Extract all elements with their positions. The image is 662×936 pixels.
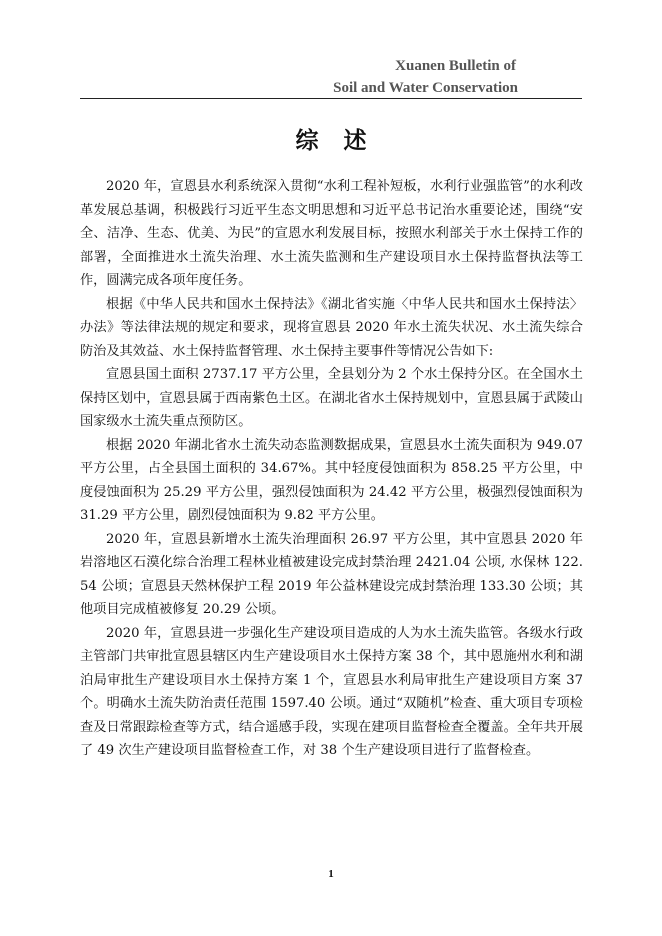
body-text bbox=[80, 175, 583, 763]
header-title-line1: Xuanen Bulletin of bbox=[395, 58, 516, 74]
header-divider bbox=[80, 98, 582, 99]
paragraph-intro: 2020 年，宣恩县水利系统深入贯彻“水利工程补短板，水利行业强监管”的水利改革发展总基调，积极践行习近平生态文明思想和习近平总书记治水重要论述，围绕“安全、洁净、生态、优美、为民”的宣恩水利发展目标，按照水利部关于水土保持工作的部署，全面推进水土流失治理、水土流失监测和生产建设项目水土保持监督执法等工作，圆满完成各项年度任务。 bbox=[80, 179, 583, 288]
paragraph-erosion-control: 2020 年，宣恩县新增水土流失治理面积 26.97 平方公里，其中宣恩县 2020 年岩溶地区石漠化综合治理工程林业植被建设完成封禁治理 2421.04 公顷, 水保林 122.54 公顷；宣恩县天然林保护工程 2019 年公益林建设完成封禁治理 133.30 公顷；其他项目完成植被修复 20.29 公顷。 bbox=[80, 531, 583, 617]
paragraph-supervision: 2020 年，宣恩县进一步强化生产建设项目造成的人为水土流失监管。各级水行政主管部门共审批宣恩县辖区内生产建设项目水土保持方案 38 个，其中恩施州水利和湖泊局审批生产建设项目水土保持方案 1 个，宣恩县水利局审批生产建设项目方案 37 个。明确水土流失防治责任范围 1597.40 公顷。通过“双随机”检查、重大项目专项检查及日常跟踪检查等方式，结合遥感手段，实现在建项目监督检查全覆盖。全年共开展了 49 次生产建设项目监督检查工作，对 38 个生产建设项目进行了监督检查。 bbox=[80, 625, 583, 758]
paragraph-erosion-status: 根据 2020 年湖北省水土流失动态监测数据成果，宣恩县水土流失面积为 949.07 平方公里，占全县国土面积的 34.67%。其中轻度侵蚀面积为 858.25 平方公里，中度侵蚀面积为 25.29 平方公里，强烈侵蚀面积为 24.42 平方公里，极强烈侵蚀面积为 31.29 平方公里，剧烈侵蚀面积为 9.82 平方公里。 bbox=[80, 437, 583, 523]
paragraph-county-area: 宣恩县国土面积 2737.17 平方公里，全县划分为 2 个水土保持分区。在全国水土保持区划中，宣恩县属于西南紫色土区。在湖北省水土保持规划中，宣恩县属于武陵山国家级水土流失重点预防区。 bbox=[80, 367, 583, 429]
header-title-line2: Soil and Water Conservation bbox=[333, 80, 518, 96]
page-number: 1 bbox=[328, 868, 334, 880]
paragraph-legal-basis: 根据《中华人民共和国水土保持法》《湖北省实施〈中华人民共和国水土保持法〉办法》等法律法规的规定和要求，现将宣恩县 2020 年水土流失状况、水土流失综合防治及其效益、水土保持监督管理、水土保持主要事件等情况公告如下: bbox=[80, 296, 583, 359]
page-title: 综述 bbox=[295, 128, 392, 154]
